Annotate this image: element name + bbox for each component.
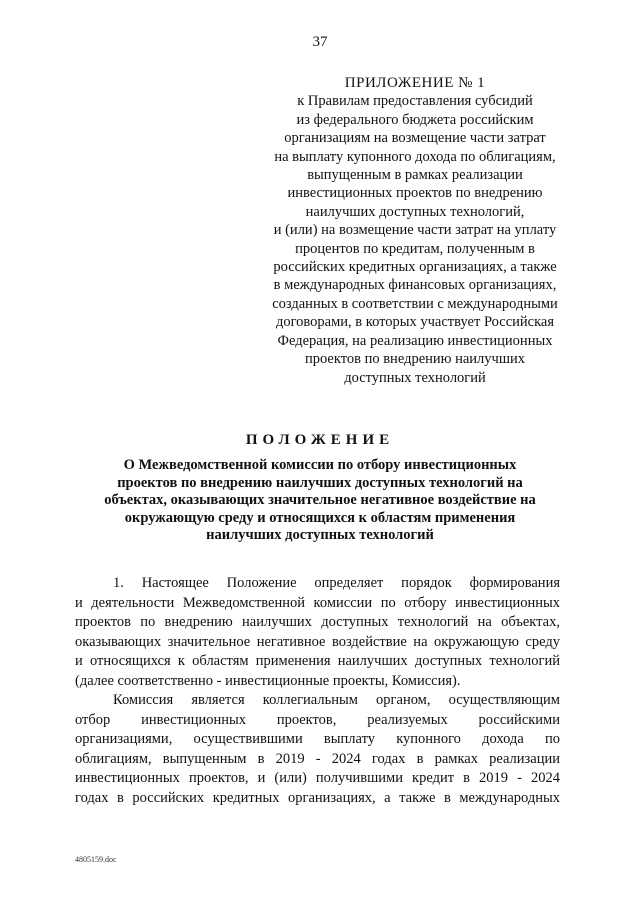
appendix-line: из федерального бюджета российским [296,111,534,128]
paragraph-line: и относящихся к областям применения наилучших доступных технологий [75,653,560,669]
appendix-line: российских кредитных организациях, а также [273,259,557,276]
paragraph-line: облигациям, выпущенным в 2019 - 2024 годах в рамках реализации [75,750,560,767]
subtitle-line: наилучших доступных технологий [206,527,434,544]
paragraph-line: организациями, осуществившими выплату купонного дохода по [75,731,560,747]
paragraph-line: Комиссия является коллегиальным органом, осуществляющим [113,692,560,708]
appendix-line: и (или) на возмещение части затрат на уплату [273,222,557,239]
appendix-line: наилучших доступных технологий, [305,203,525,220]
appendix-header [250,74,580,387]
appendix-line: на выплату купонного дохода по облигациям, [274,148,556,165]
paragraph-line: и деятельности Межведомственной комиссии по отбору инвестиционных [75,594,560,611]
page-number: 37 [312,34,328,50]
paragraph-line: годах в российских кредитных организациях, а также в международных [75,789,560,806]
appendix-line: созданных в соответствии с международными [272,295,558,312]
appendix-line: инвестиционных проектов по внедрению [287,185,543,202]
paragraph-line: оказывающих значительное негативное воздействие на окружающую среду [75,633,560,650]
paragraph-line: (далее соответственно - инвестиционные проекты, Комиссия). [75,672,461,689]
appendix-line: договорами, в которых участвует Российская [275,314,555,331]
subtitle-line: окружающую среду и относящихся к областям применения [124,509,516,526]
document-title: ПОЛОЖЕНИЕ [245,432,395,448]
footer-document-id: 4805159.doc [75,855,117,864]
appendix-line: доступных технологий [344,369,486,386]
paragraph-line: проектов по внедрению наилучших доступных технологий на объектах, [75,614,560,630]
appendix-line: к Правилам предоставления субсидий [297,93,533,110]
document-subtitle [75,457,565,545]
appendix-line: Федерация, на реализацию инвестиционных [277,332,553,349]
subtitle-line: проектов по внедрению наилучших доступных технологий на [117,474,523,491]
appendix-line: в международных финансовых организациях, [273,277,557,294]
appendix-title: ПРИЛОЖЕНИЕ № 1 [344,75,486,91]
subtitle-line: О Межведомственной комиссии по отбору инвестиционных [123,457,517,473]
appendix-line: выпущенным в рамках реализации [307,167,523,184]
appendix-line: проектов по внедрению наилучших [304,351,526,368]
appendix-line: процентов по кредитам, полученным в [295,240,535,257]
paragraph-line: инвестиционных проектов, и (или) получившими кредит в 2019 - 2024 [75,770,560,786]
paragraph-line: 1. Настоящее Положение определяет порядок формирования [113,575,560,591]
body-text [75,574,560,808]
appendix-line: организациям на возмещение части затрат [284,130,546,147]
paragraph-line: отбор инвестиционных проектов, реализуемых российскими [75,711,560,728]
subtitle-line: объектах, оказывающих значительное негативное воздействие на [104,492,536,509]
